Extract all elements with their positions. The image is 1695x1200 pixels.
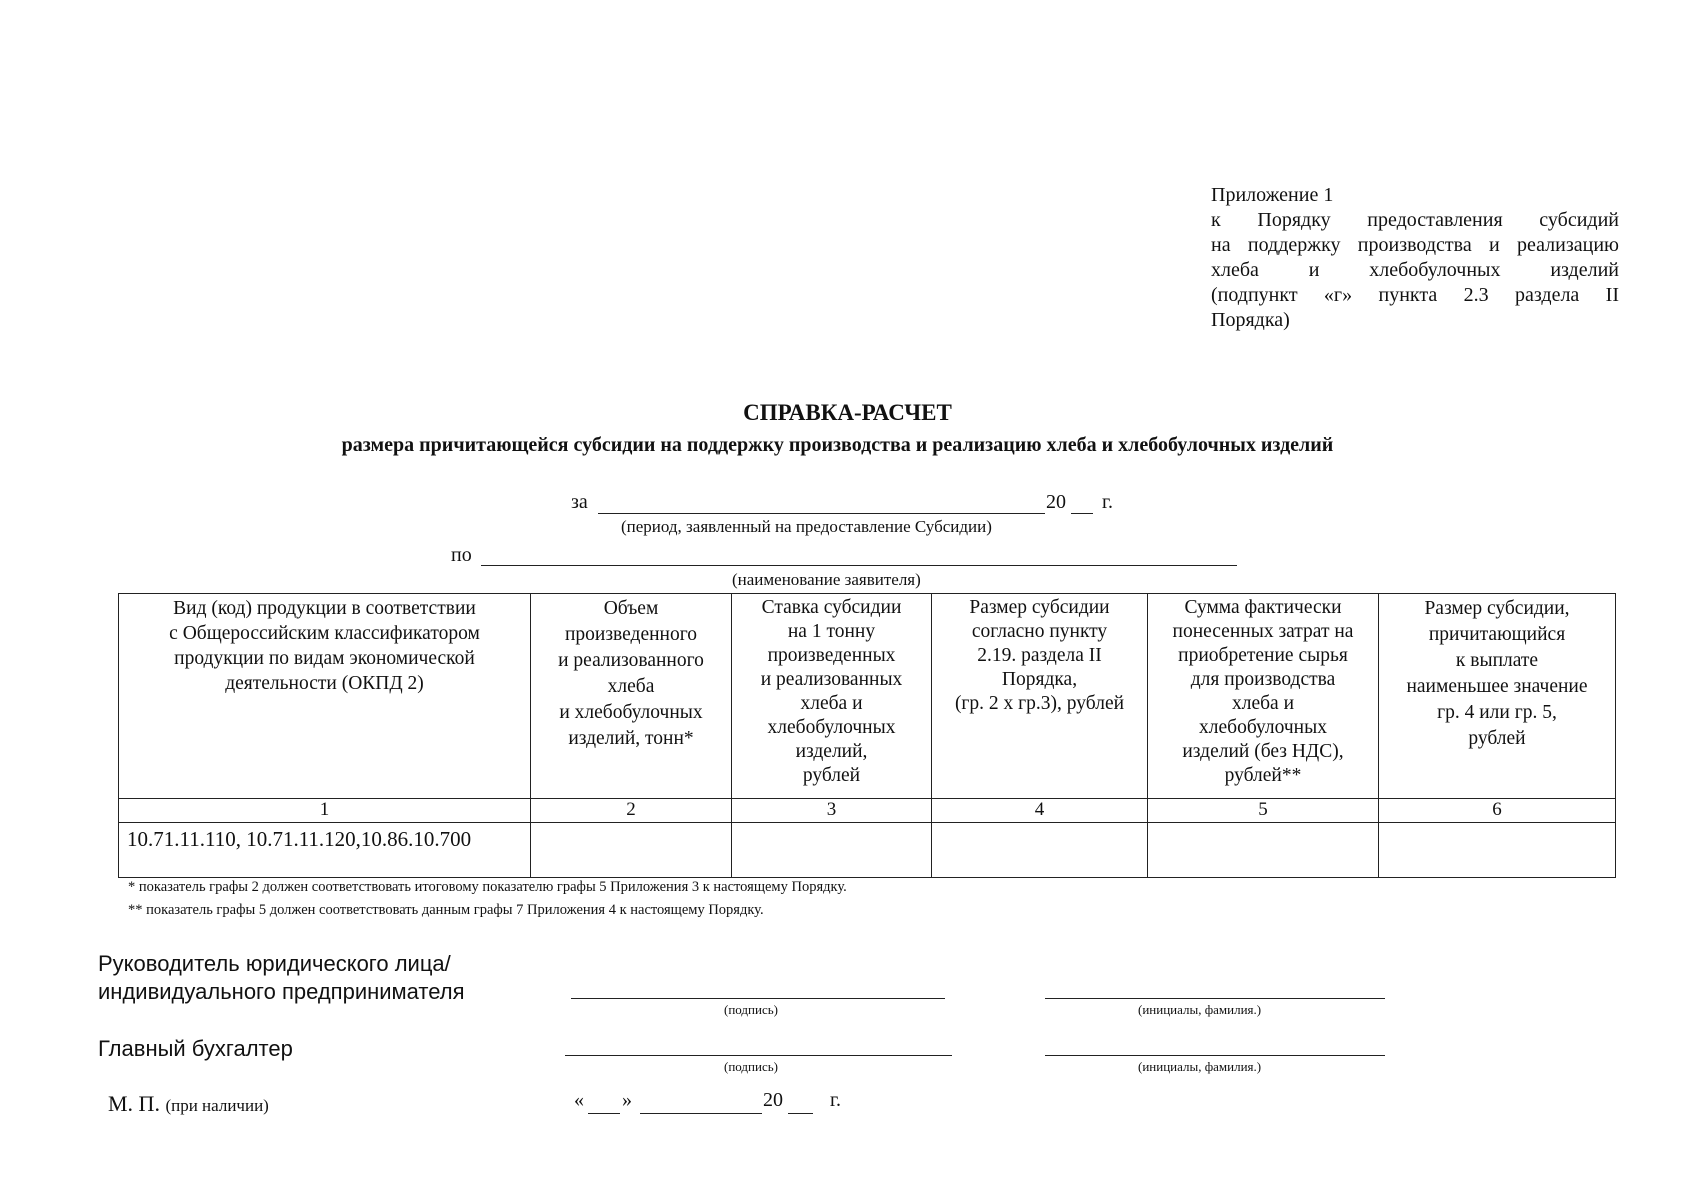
table-row [119,823,1616,878]
date-close-quote: » [622,1089,632,1111]
appendix-line: к Порядку предоставления субсидий [1211,209,1619,231]
header-line: Ставка субсидии [761,597,902,618]
header-line: понесенных затрат на [1172,621,1354,642]
document-subtitle: размера причитающейся субсидии на поддержку производства и реализацию хлеба и хлебобулочных изделий [341,434,1334,456]
column-number: 6 [1379,799,1616,823]
date-year-prefix: 20 [763,1089,783,1111]
volume-cell[interactable] [531,823,732,878]
header-line: с Общероссийским классификатором [169,623,480,644]
header-line: хлеба [607,676,655,697]
header-line: Порядка, [1001,669,1078,690]
actual-costs-cell[interactable] [1148,823,1379,878]
applicant-prefix: по [451,544,472,566]
period-field[interactable] [598,513,1045,514]
column-number-row [119,799,1616,823]
period-caption: (период, заявленный на предоставление Субсидии) [621,517,992,536]
header-line: Сумма фактически [1184,597,1342,618]
date-open-quote: « [574,1089,584,1111]
column-number: 1 [119,799,531,823]
header-line: Размер субсидии, [1424,598,1570,619]
header-line: на 1 тонну [787,621,876,642]
period-year-suffix: г. [1102,491,1113,513]
header-line: Вид (код) продукции в соответствии [173,598,476,619]
header-line: хлеба и [800,693,863,714]
seal-mark: М. П. [108,1091,160,1116]
footnote: * показатель графы 2 должен соответствовать итоговому показателю графы 5 Приложения 3 к настоящему Порядку. [128,879,847,895]
header-line: произведенного [564,624,698,645]
signature-caption: (подпись) [724,1059,778,1074]
header-line: согласно пункту [971,621,1108,642]
column-number: 4 [932,799,1148,823]
appendix-line: (подпункт «г» пункта 2.3 раздела II [1211,284,1619,306]
subsidy-table [118,593,1616,878]
accountant-name-field[interactable] [1045,1055,1385,1056]
payable-cell[interactable] [1379,823,1616,878]
header-line: гр. 4 или гр. 5, [1437,702,1557,723]
header-line: наименьшее значение [1406,676,1588,697]
header-line: для производства [1190,669,1336,690]
header-line: хлебобулочных [1199,717,1327,738]
header-cell-rate [732,594,932,799]
appendix-line: Приложение 1 [1211,184,1334,206]
document-title: СПРАВКА-РАСЧЕТ [743,400,952,425]
header-line: рублей [1468,728,1526,749]
date-year-suffix: г. [830,1089,841,1111]
appendix-line: хлеба и хлебобулочных изделий [1211,259,1619,281]
name-caption: (инициалы, фамилия.) [1138,1002,1262,1017]
subsidy-amount-cell[interactable] [932,823,1148,878]
header-cell-actual-costs [1148,594,1379,799]
head-title-line2: индивидуального предпринимателя [98,979,465,1004]
okpd-codes-cell: 10.71.11.110, 10.71.11.120,10.86.10.700 [119,823,531,878]
seal-note: (при наличии) [165,1096,269,1115]
head-title-line1: Руководитель юридического лица/ [98,951,451,976]
head-name-field[interactable] [1045,998,1385,999]
date-month-field[interactable] [640,1113,762,1114]
period-year-prefix: 20 [1046,491,1066,513]
appendix-line: на поддержку производства и реализацию [1211,234,1619,256]
applicant-field[interactable] [481,565,1237,566]
header-line: изделий (без НДС), [1182,741,1344,762]
header-line: деятельности (ОКПД 2) [225,673,424,694]
appendix-line: Порядка) [1211,309,1290,331]
header-line: к выплате [1455,650,1539,671]
column-number: 5 [1148,799,1379,823]
table-header-row [119,594,1616,799]
period-prefix: за [571,491,588,513]
header-line: изделий, тонн* [568,728,694,749]
column-number: 2 [531,799,732,823]
header-line: Размер субсидии [969,597,1110,618]
accountant-title: Главный бухгалтер [98,1036,293,1061]
header-line: продукции по видам экономической [174,648,475,669]
header-line: приобретение сырья [1178,645,1348,666]
header-line: (гр. 2 х гр.3), рублей [954,693,1125,714]
seal-label [108,1091,269,1117]
column-number: 3 [732,799,932,823]
signature-caption: (подпись) [724,1002,778,1017]
rate-cell[interactable] [732,823,932,878]
header-line: рублей [802,765,861,786]
header-line: хлеба и [1231,693,1295,714]
date-year-field[interactable] [788,1113,813,1114]
header-line: изделий, [795,741,868,762]
name-caption: (инициалы, фамилия.) [1138,1059,1262,1074]
appendix-block [1211,183,1619,333]
header-line: и реализованного [558,650,704,671]
header-cell-okpd [119,594,531,799]
header-cell-subsidy-amount [932,594,1148,799]
header-line: причитающийся [1428,624,1566,645]
header-line: 2.19. раздела II [977,645,1102,666]
date-day-field[interactable] [588,1113,620,1114]
applicant-caption: (наименование заявителя) [732,570,921,589]
header-line: Объем [603,598,659,619]
header-cell-payable [1379,594,1616,799]
period-year-field[interactable] [1071,513,1093,514]
header-line: рублей** [1224,765,1302,786]
header-line: хлебобулочных [767,717,896,738]
header-line: и реализованных [760,669,903,690]
footnote: ** показатель графы 5 должен соответствовать данным графы 7 Приложения 4 к настоящему Порядку. [128,902,764,918]
header-line: произведенных [767,645,896,666]
header-line: и хлебобулочных [559,702,703,723]
head-signature-field[interactable] [571,998,945,999]
header-cell-volume [531,594,732,799]
accountant-signature-field[interactable] [565,1055,952,1056]
